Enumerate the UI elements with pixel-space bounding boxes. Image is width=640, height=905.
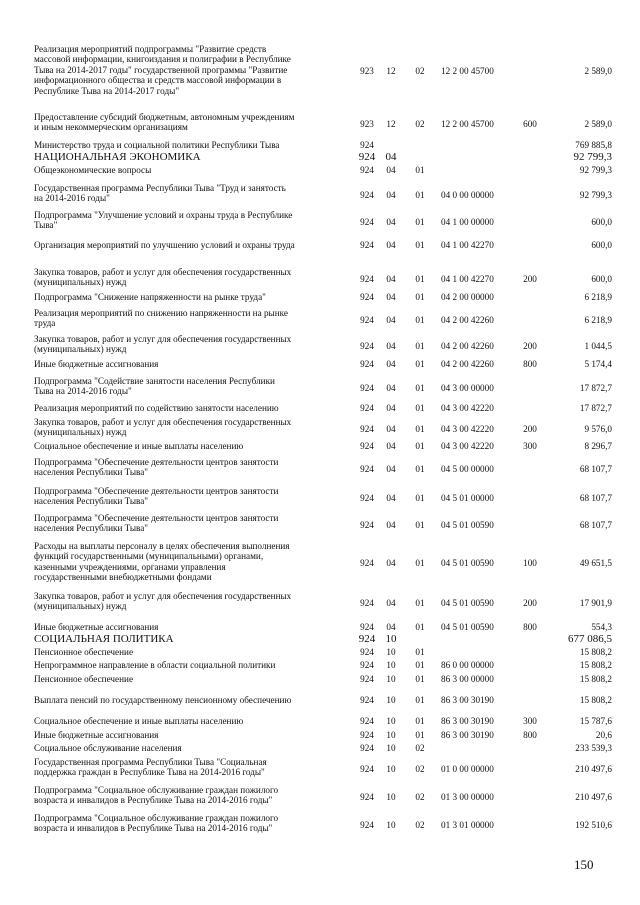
row-section-code: 04 — [386, 292, 396, 302]
row-description: Иные бюджетные ассигнования — [34, 359, 159, 369]
row-description: Государственная программа Республики Тыва "Социальная поддержка граждан в Республике Тыва на 2014-2016 годы" — [34, 757, 267, 778]
row-admin-code: 924 — [360, 140, 374, 150]
row-admin-code: 924 — [358, 151, 376, 163]
row-expense-type: 200 — [523, 273, 537, 284]
row-description: Предоставление субсидий бюджетным, автономным учреждениям и иным некоммерческим организациям — [34, 112, 295, 133]
row-subsection-code: 01 — [415, 730, 425, 740]
row-subsection-code: 01 — [415, 403, 425, 413]
row-subsection-code: 01 — [415, 292, 425, 302]
row-amount: 6 218,9 — [584, 314, 612, 325]
row-subsection-code: 01 — [415, 441, 425, 451]
row-expense-type: 200 — [523, 340, 537, 351]
row-target-article: 04 2 00 42260 — [441, 340, 494, 351]
row-admin-code: 924 — [358, 633, 376, 645]
row-amount: 15 808,2 — [579, 660, 612, 670]
row-target-article: 04 2 00 00000 — [441, 292, 494, 302]
row-admin-code: 924 — [360, 273, 374, 284]
row-amount: 600,0 — [591, 240, 612, 250]
row-amount: 17 872,7 — [579, 382, 612, 393]
row-section-code: 04 — [386, 519, 396, 530]
row-amount: 20,6 — [595, 730, 612, 740]
row-subsection-code: 01 — [415, 382, 425, 393]
row-amount: 68 107,7 — [579, 463, 612, 474]
row-admin-code: 924 — [360, 647, 374, 657]
row-description: Подпрограмма "Обеспечение деятельности центров занятости населения Республики Тыва" — [34, 457, 279, 478]
row-section-code: 10 — [386, 716, 396, 726]
row-amount: 68 107,7 — [579, 492, 612, 503]
row-description: Подпрограмма "Улучшение условий и охраны труда в Республике Тыва" — [34, 210, 293, 231]
row-amount: 2 589,0 — [584, 66, 612, 77]
row-target-article: 04 5 00 00000 — [441, 463, 494, 474]
row-admin-code: 924 — [360, 314, 374, 325]
row-target-article: 04 5 01 00590 — [441, 558, 494, 569]
row-admin-code: 924 — [360, 558, 374, 569]
row-description: Подпрограмма "Содействие занятости населения Республики Тыва на 2014-2016 годы" — [34, 376, 275, 397]
row-amount: 9 576,0 — [584, 423, 612, 434]
row-section-code: 10 — [386, 819, 396, 830]
row-description: СОЦИАЛЬНАЯ ПОЛИТИКА — [34, 633, 174, 645]
row-amount: 192 510,6 — [575, 819, 612, 830]
row-admin-code: 924 — [360, 716, 374, 726]
row-admin-code: 924 — [360, 674, 374, 684]
row-amount: 6 218,9 — [584, 292, 612, 302]
row-target-article: 04 1 00 00000 — [441, 216, 494, 227]
row-expense-type: 600 — [523, 118, 537, 129]
row-section-code: 12 — [386, 66, 396, 77]
row-target-article: 86 0 00 00000 — [441, 660, 494, 670]
row-subsection-code: 02 — [415, 763, 425, 774]
row-amount: 5 174,4 — [584, 359, 612, 369]
row-amount: 600,0 — [591, 216, 612, 227]
row-subsection-code: 01 — [415, 189, 425, 200]
row-target-article: 86 3 00 00000 — [441, 674, 494, 684]
row-target-article: 04 3 00 00000 — [441, 382, 494, 393]
row-section-code: 04 — [386, 558, 396, 569]
row-admin-code: 924 — [360, 423, 374, 434]
row-expense-type: 200 — [523, 423, 537, 434]
row-admin-code: 924 — [360, 292, 374, 302]
row-section-code: 10 — [386, 763, 396, 774]
row-section-code: 04 — [386, 423, 396, 434]
row-amount: 92 799,3 — [573, 151, 612, 163]
row-section-code: 04 — [386, 340, 396, 351]
row-amount: 210 497,6 — [575, 763, 612, 774]
row-section-code: 04 — [386, 189, 396, 200]
row-description: Подпрограмма "Обеспечение деятельности центров занятости населения Республики Тыва" — [34, 486, 279, 507]
row-subsection-code: 01 — [415, 660, 425, 670]
row-amount: 8 296,7 — [584, 441, 612, 451]
row-amount: 677 086,5 — [568, 633, 612, 645]
row-description: Иные бюджетные ассигнования — [34, 730, 159, 740]
row-description: Организация мероприятий по улучшению условий и охраны труда — [34, 240, 295, 250]
row-subsection-code: 01 — [415, 519, 425, 530]
row-target-article: 12 2 00 45700 — [441, 66, 494, 77]
row-description: Закупка товаров, работ и услуг для обеспечения государственных (муниципальных) нужд — [34, 591, 292, 612]
row-description: Закупка товаров, работ и услуг для обеспечения государственных (муниципальных) нужд — [34, 267, 292, 288]
row-admin-code: 924 — [360, 216, 374, 227]
row-amount: 15 808,2 — [579, 647, 612, 657]
row-amount: 769 885,8 — [575, 140, 612, 150]
row-amount: 17 872,7 — [579, 403, 612, 413]
row-target-article: 04 5 01 00590 — [441, 622, 494, 632]
row-target-article: 12 2 00 45700 — [441, 118, 494, 129]
row-admin-code: 924 — [360, 695, 374, 705]
row-section-code: 04 — [386, 216, 396, 227]
row-section-code: 10 — [386, 730, 396, 740]
row-subsection-code: 01 — [415, 423, 425, 434]
row-section-code: 04 — [386, 403, 396, 413]
row-amount: 2 589,0 — [584, 118, 612, 129]
row-admin-code: 924 — [360, 730, 374, 740]
row-section-code: 04 — [386, 165, 396, 175]
row-subsection-code: 01 — [415, 340, 425, 351]
row-amount: 15 808,2 — [579, 695, 612, 705]
row-expense-type: 800 — [523, 730, 537, 740]
row-subsection-code: 01 — [415, 240, 425, 250]
row-subsection-code: 01 — [415, 674, 425, 684]
row-description: Подпрограмма "Социальное обслуживание граждан пожилого возраста и инвалидов в Республике Тыва на 2014-2016 годы" — [34, 813, 279, 834]
row-admin-code: 924 — [360, 763, 374, 774]
row-subsection-code: 01 — [415, 647, 425, 657]
row-admin-code: 924 — [360, 597, 374, 608]
row-description: Непрограммное направление в области социальной политики — [34, 660, 276, 670]
row-expense-type: 300 — [523, 441, 537, 451]
row-section-code: 10 — [385, 633, 397, 645]
row-description: НАЦИОНАЛЬНАЯ ЭКОНОМИКА — [34, 151, 201, 163]
row-description: Подпрограмма "Снижение напряженности на рынке труда" — [34, 292, 266, 302]
row-amount: 15 808,2 — [579, 674, 612, 684]
row-section-code: 04 — [386, 314, 396, 325]
row-section-code: 10 — [386, 674, 396, 684]
row-section-code: 10 — [386, 647, 396, 657]
row-subsection-code: 01 — [415, 216, 425, 227]
row-target-article: 86 3 00 30190 — [441, 716, 494, 726]
row-admin-code: 924 — [360, 403, 374, 413]
row-target-article: 04 1 00 42270 — [441, 273, 494, 284]
row-description: Социальное обеспечение и иные выплаты населению — [34, 441, 244, 451]
row-admin-code: 924 — [360, 441, 374, 451]
row-description: Реализация мероприятий подпрограммы "Развитие средств массовой информации, книгоиздания и полиграфии в Республике Тыва на 2014-2017 годы" государственной программы "Развитие информационного общества и средств массовой информации в Республике Тыва на 2014-2017 годы" — [34, 44, 291, 96]
row-section-code: 12 — [386, 118, 396, 129]
row-section-code: 04 — [386, 359, 396, 369]
row-target-article: 04 2 00 42260 — [441, 314, 494, 325]
row-amount: 210 497,6 — [575, 791, 612, 802]
row-admin-code: 924 — [360, 660, 374, 670]
row-target-article: 01 3 00 00000 — [441, 791, 494, 802]
row-section-code: 04 — [386, 382, 396, 393]
row-expense-type: 800 — [523, 622, 537, 632]
row-subsection-code: 01 — [415, 463, 425, 474]
row-amount: 554,3 — [591, 622, 612, 632]
row-description: Подпрограмма "Социальное обслуживание граждан пожилого возраста и инвалидов в Республике Тыва на 2014-2016 годы" — [34, 785, 279, 806]
row-description: Расходы на выплаты персоналу в целях обеспечения выполнения функций государственными (муниципальными) органами, казенными учреждениями, органами управления государственными внебюджетными фондами — [34, 541, 290, 583]
row-description: Реализация мероприятий по снижению напряженности на рынке труда — [34, 308, 288, 329]
row-target-article: 01 3 01 00000 — [441, 819, 494, 830]
row-admin-code: 924 — [360, 819, 374, 830]
row-amount: 92 799,3 — [579, 165, 612, 175]
row-section-code: 04 — [385, 151, 397, 163]
row-amount: 233 539,3 — [575, 743, 612, 753]
row-admin-code: 924 — [360, 359, 374, 369]
row-section-code: 10 — [386, 791, 396, 802]
row-expense-type: 300 — [523, 716, 537, 726]
row-expense-type: 200 — [523, 597, 537, 608]
row-expense-type: 800 — [523, 359, 537, 369]
row-amount: 17 901,9 — [579, 597, 612, 608]
row-subsection-code: 01 — [415, 558, 425, 569]
row-description: Иные бюджетные ассигнования — [34, 622, 159, 632]
row-subsection-code: 02 — [415, 743, 425, 753]
row-subsection-code: 01 — [415, 359, 425, 369]
row-section-code: 04 — [386, 240, 396, 250]
row-description: Пенсионное обеспечение — [34, 647, 134, 657]
row-description: Реализация мероприятий по содействию занятости населению — [34, 403, 279, 413]
row-subsection-code: 01 — [415, 492, 425, 503]
row-subsection-code: 01 — [415, 597, 425, 608]
row-description: Социальное обслуживание населения — [34, 743, 182, 753]
row-amount: 49 651,5 — [579, 558, 612, 569]
row-section-code: 04 — [386, 597, 396, 608]
row-target-article: 04 5 01 00590 — [441, 519, 494, 530]
row-section-code: 04 — [386, 492, 396, 503]
row-admin-code: 924 — [360, 382, 374, 393]
row-target-article: 01 0 00 00000 — [441, 763, 494, 774]
row-expense-type: 100 — [523, 558, 537, 569]
row-subsection-code: 01 — [415, 314, 425, 325]
row-target-article: 04 3 00 42220 — [441, 403, 494, 413]
row-admin-code: 924 — [360, 240, 374, 250]
row-target-article: 86 3 00 30190 — [441, 695, 494, 705]
row-admin-code: 924 — [360, 165, 374, 175]
row-description: Подпрограмма "Обеспечение деятельности центров занятости населения Республики Тыва" — [34, 513, 279, 534]
row-section-code: 04 — [386, 273, 396, 284]
row-target-article: 04 3 00 42220 — [441, 441, 494, 451]
row-target-article: 04 0 00 00000 — [441, 189, 494, 200]
row-admin-code: 924 — [360, 340, 374, 351]
row-section-code: 10 — [386, 695, 396, 705]
row-description: Пенсионное обеспечение — [34, 674, 134, 684]
row-admin-code: 923 — [360, 118, 374, 129]
row-admin-code: 923 — [360, 66, 374, 77]
row-amount: 15 787,6 — [579, 716, 612, 726]
row-target-article: 04 2 00 42260 — [441, 359, 494, 369]
row-target-article: 04 3 00 42220 — [441, 423, 494, 434]
row-section-code: 04 — [386, 463, 396, 474]
row-description: Государственная программа Республики Тыва "Труд и занятость на 2014-2016 годы" — [34, 183, 286, 204]
row-description: Министерство труда и социальной политики Республики Тыва — [34, 140, 280, 150]
row-admin-code: 924 — [360, 189, 374, 200]
row-description: Общеэкономические вопросы — [34, 165, 152, 175]
row-subsection-code: 01 — [415, 273, 425, 284]
page-number: 150 — [574, 857, 594, 872]
row-subsection-code: 01 — [415, 165, 425, 175]
row-amount: 68 107,7 — [579, 519, 612, 530]
row-section-code: 04 — [386, 441, 396, 451]
row-subsection-code: 02 — [415, 66, 425, 77]
row-amount: 600,0 — [591, 273, 612, 284]
row-subsection-code: 01 — [415, 716, 425, 726]
row-subsection-code: 02 — [415, 118, 425, 129]
row-section-code: 04 — [386, 622, 396, 632]
row-description: Выплата пенсий по государственному пенсионному обеспечению — [34, 695, 292, 705]
row-subsection-code: 02 — [415, 819, 425, 830]
row-admin-code: 924 — [360, 622, 374, 632]
row-subsection-code: 01 — [415, 622, 425, 632]
row-subsection-code: 01 — [415, 695, 425, 705]
row-target-article: 04 5 01 00590 — [441, 597, 494, 608]
row-section-code: 10 — [386, 743, 396, 753]
row-admin-code: 924 — [360, 743, 374, 753]
row-amount: 92 799,3 — [579, 189, 612, 200]
row-section-code: 10 — [386, 660, 396, 670]
row-amount: 1 044,5 — [584, 340, 612, 351]
row-description: Закупка товаров, работ и услуг для обеспечения государственных (муниципальных) нужд — [34, 417, 292, 438]
row-admin-code: 924 — [360, 463, 374, 474]
row-admin-code: 924 — [360, 791, 374, 802]
row-target-article: 04 5 01 00000 — [441, 492, 494, 503]
row-target-article: 86 3 00 30190 — [441, 730, 494, 740]
row-subsection-code: 02 — [415, 791, 425, 802]
row-admin-code: 924 — [360, 492, 374, 503]
row-description: Социальное обеспечение и иные выплаты населению — [34, 716, 244, 726]
row-description: Закупка товаров, работ и услуг для обеспечения государственных (муниципальных) нужд — [34, 334, 292, 355]
row-target-article: 04 1 00 42270 — [441, 240, 494, 250]
row-admin-code: 924 — [360, 519, 374, 530]
